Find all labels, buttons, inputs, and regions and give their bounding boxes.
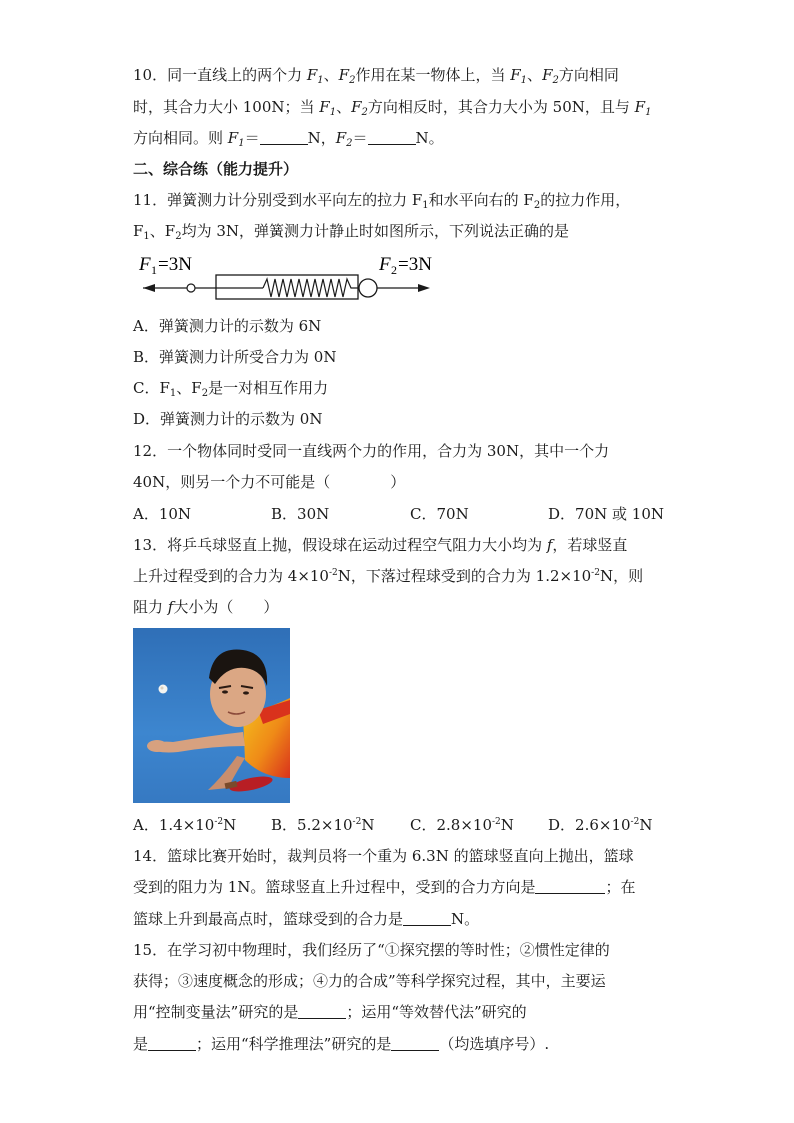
- q11-option-d: D．弹簧测力计的示数为 0N: [133, 410, 323, 428]
- q14-line-1: 14．篮球比赛开始时，裁判员将一个重为 6.3N 的篮球竖直向上抛出，篮球: [133, 847, 634, 865]
- q13-option-d: D．$2.6\times 10^{-2}N$: [548, 816, 653, 834]
- q14-answer-blank-2[interactable]: [403, 911, 451, 926]
- fig-f1-sub: 1: [151, 263, 157, 277]
- q15-line-2: 获得；③速度概念的形成；④力的合成”等科学探究过程，其中，主要运: [133, 972, 606, 990]
- q10-answer-blank-2[interactable]: [368, 130, 416, 145]
- q14-line-3: 篮球上升到最高点时，篮球受到的合力是 N。: [133, 910, 480, 928]
- left-hook-ring: [187, 284, 195, 292]
- fig-f2-sub: 2: [391, 263, 397, 277]
- q12-option-b: B．30N: [271, 505, 330, 523]
- q13-option-a: A．$1.4\times 10^{-2}N$: [133, 816, 237, 834]
- q13-option-b: B．$5.2\times 10^{-2}N$: [271, 816, 375, 834]
- q12-option-d: D．70N 或 10N: [548, 505, 664, 523]
- q15-answer-blank-1[interactable]: [298, 1004, 346, 1019]
- right-arrowhead: [418, 284, 430, 292]
- q10-line-2: 时，其合力大小 100N；当 $F_1$、$F_2$方向相反时，其合力大小为 50N，且与 $F_1$: [133, 98, 652, 118]
- fig-f1-letter: F: [139, 254, 151, 275]
- q10-answer-blank-1[interactable]: [260, 130, 308, 145]
- q11-line-2: $F_1$、$F_2$均为 3N，弹簧测力计静止时如图所示，下列说法正确的是: [133, 222, 570, 242]
- q12-option-a: A．10N: [133, 505, 192, 523]
- q10-line-3: 方向相同。则 $F_1= N$，$F_2= N$。: [133, 129, 444, 149]
- q15-answer-blank-3[interactable]: [391, 1036, 439, 1051]
- q12-line-2: 40N，则另一个力不可能是（ ）: [133, 473, 406, 491]
- q15-line-1: 15．在学习初中物理时，我们经历了“①探究摆的等时性；②惯性定律的: [133, 941, 610, 959]
- fig-f2-label: =3N: [398, 254, 432, 275]
- q13-line-3: 阻力 f大小为（ ）: [133, 598, 279, 616]
- q12-line-1: 12．一个物体同时受同一直线两个力的作用，合力为 30N，其中一个力: [133, 442, 610, 460]
- fig-f2-letter: F: [379, 254, 391, 275]
- q13-line-2: 上升过程受到的合力为 $4\times 10^{-2}N$，下落过程球受到的合力为 $1.2\times 10^{-2}N$，则: [133, 567, 644, 585]
- q13-option-c: C．$2.8\times 10^{-2}N$: [410, 816, 514, 834]
- q12-option-c: C．70N: [410, 505, 469, 523]
- fig-f1-label: =3N: [158, 254, 192, 275]
- q15-line-3: 用“控制变量法”研究的是 ；运用“等效替代法”研究的: [133, 1003, 527, 1021]
- q10-line-1: 10．同一直线上的两个力 $F_1$、$F_2$作用在某一物体上，当 $F_1$、$F_2$方向相同: [133, 66, 619, 86]
- section-heading: 二、综合练（能力提升）: [133, 160, 299, 178]
- q14-line-2: 受到的阻力为 1N。篮球竖直上升过程中，受到的合力方向是 ；在: [133, 878, 636, 896]
- table-tennis-player-photo: [133, 628, 290, 803]
- q14-answer-blank-1[interactable]: [535, 879, 605, 894]
- q11-option-b: B．弹簧测力计所受合力为 0N: [133, 348, 337, 366]
- left-arrowhead: [143, 284, 155, 292]
- right-hook-ball: [359, 279, 377, 297]
- q13-line-1: 13．将乒乓球竖直上抛，假设球在运动过程空气阻力大小均为 f，若球竖直: [133, 536, 628, 554]
- q11-option-a: A．弹簧测力计的示数为 6N: [133, 317, 322, 335]
- q11-line-1: 11．弹簧测力计分别受到水平向左的拉力 $F_1$和水平向右的 $F_2$的拉力作用，: [133, 191, 631, 211]
- q11-option-c: C．$F_1$、$F_2$是一对相互作用力: [133, 379, 329, 399]
- q15-line-4: 是 ；运用“科学推理法”研究的是 （均选填序号）.: [133, 1035, 550, 1053]
- spring-scale-diagram: [133, 250, 443, 302]
- q15-answer-blank-2[interactable]: [148, 1036, 196, 1051]
